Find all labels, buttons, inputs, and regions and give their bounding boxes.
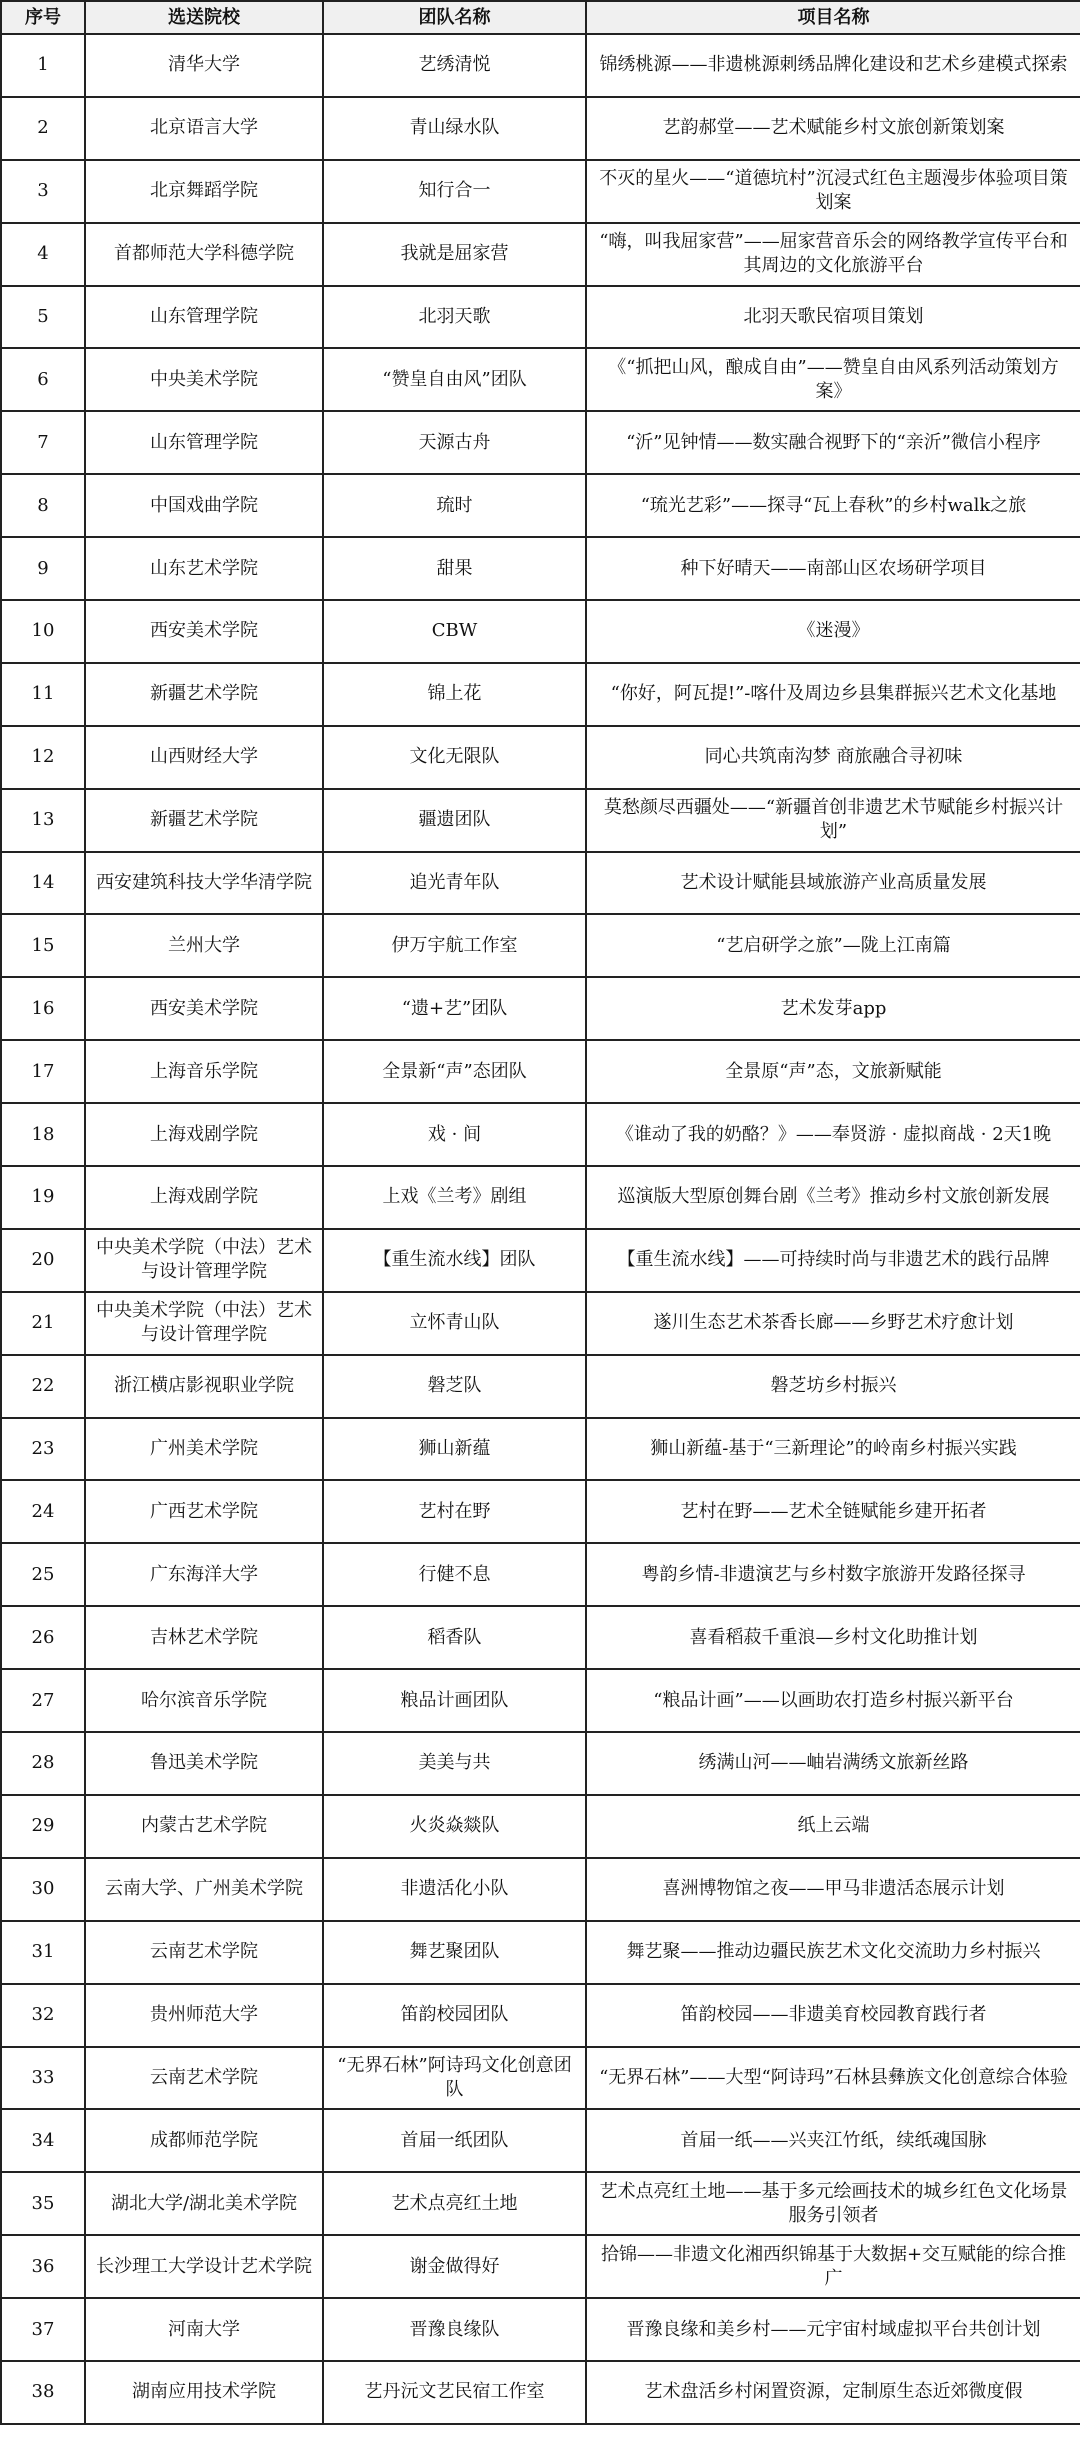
header-row (1, 1, 1080, 34)
table-row (1, 1292, 1080, 1355)
table-row (1, 789, 1080, 852)
table-row (1, 2047, 1080, 2110)
cell-project: 艺术盘活乡村闲置资源，定制原生态近郊微度假 (586, 2361, 1080, 2424)
cell-seq: 18 (1, 1103, 85, 1166)
cell-project: 喜看稻菽千重浪—乡村文化助推计划 (586, 1606, 1080, 1669)
table-row (1, 1480, 1080, 1543)
cell-project: 艺韵郝堂——艺术赋能乡村文旅创新策划案 (586, 97, 1080, 160)
cell-seq: 19 (1, 1166, 85, 1229)
cell-seq: 8 (1, 474, 85, 537)
cell-seq: 12 (1, 726, 85, 789)
table-row (1, 1921, 1080, 1984)
cell-school: 广州美术学院 (85, 1418, 323, 1481)
cell-school: 内蒙古艺术学院 (85, 1795, 323, 1858)
table-row (1, 286, 1080, 349)
cell-seq: 17 (1, 1040, 85, 1103)
header-project: 项目名称 (586, 1, 1080, 34)
cell-team: 狮山新蕴 (323, 1418, 586, 1481)
cell-team: 青山绿水队 (323, 97, 586, 160)
header-team: 团队名称 (323, 1, 586, 34)
cell-seq: 27 (1, 1669, 85, 1732)
cell-project: 北羽天歌民宿项目策划 (586, 286, 1080, 349)
cell-school: 山东管理学院 (85, 411, 323, 474)
cell-seq: 6 (1, 348, 85, 411)
cell-seq: 21 (1, 1292, 85, 1355)
cell-project: 晋豫良缘和美乡村——元宇宙村域虚拟平台共创计划 (586, 2298, 1080, 2361)
cell-school: 云南艺术学院 (85, 1921, 323, 1984)
cell-school: 西安美术学院 (85, 977, 323, 1040)
cell-team: 非遗活化小队 (323, 1858, 586, 1921)
table-row (1, 2235, 1080, 2298)
cell-seq: 28 (1, 1732, 85, 1795)
cell-project: “嗨，叫我屈家营”——屈家营音乐会的网络教学宣传平台和其周边的文化旅游平台 (586, 223, 1080, 286)
cell-seq: 29 (1, 1795, 85, 1858)
table-row (1, 348, 1080, 411)
table-row (1, 537, 1080, 600)
table-row (1, 1355, 1080, 1418)
cell-school: 新疆艺术学院 (85, 789, 323, 852)
cell-project: “琉光艺彩”——探寻“瓦上春秋”的乡村walk之旅 (586, 474, 1080, 537)
cell-seq: 15 (1, 914, 85, 977)
cell-project: 笛韵校园——非遗美育校园教育践行者 (586, 1984, 1080, 2047)
cell-project: 遂川生态艺术茶香长廊——乡野艺术疗愈计划 (586, 1292, 1080, 1355)
cell-project: “艺启研学之旅”—陇上江南篇 (586, 914, 1080, 977)
header-school: 选送院校 (85, 1, 323, 34)
cell-seq: 7 (1, 411, 85, 474)
cell-project: 首届一纸——兴夹江竹纸，续纸魂国脉 (586, 2109, 1080, 2172)
cell-team: 艺丹沅文艺民宿工作室 (323, 2361, 586, 2424)
table-row (1, 1103, 1080, 1166)
cell-school: 北京语言大学 (85, 97, 323, 160)
table-row (1, 726, 1080, 789)
table-row (1, 2109, 1080, 2172)
table-row (1, 852, 1080, 915)
cell-team: 知行合一 (323, 160, 586, 223)
cell-school: 中央美术学院（中法）艺术与设计管理学院 (85, 1292, 323, 1355)
cell-project: 不灭的星火——“道德坑村”沉浸式红色主题漫步体验项目策划案 (586, 160, 1080, 223)
cell-team: 磐芝队 (323, 1355, 586, 1418)
cell-seq: 30 (1, 1858, 85, 1921)
cell-team: 舞艺聚团队 (323, 1921, 586, 1984)
cell-school: 贵州师范大学 (85, 1984, 323, 2047)
cell-school: 云南大学、广州美术学院 (85, 1858, 323, 1921)
cell-project: 磐芝坊乡村振兴 (586, 1355, 1080, 1418)
cell-project: 《迷漫》 (586, 600, 1080, 663)
cell-team: 北羽天歌 (323, 286, 586, 349)
table-row (1, 1606, 1080, 1669)
cell-project: 莫愁颜尽西疆处——“新疆首创非遗艺术节赋能乡村振兴计划” (586, 789, 1080, 852)
table-row (1, 1732, 1080, 1795)
cell-team: 笛韵校园团队 (323, 1984, 586, 2047)
table-row (1, 1858, 1080, 1921)
cell-school: 山东艺术学院 (85, 537, 323, 600)
cell-team: 【重生流水线】团队 (323, 1229, 586, 1292)
cell-school: 鲁迅美术学院 (85, 1732, 323, 1795)
cell-seq: 25 (1, 1543, 85, 1606)
table-row (1, 1669, 1080, 1732)
table-row (1, 914, 1080, 977)
cell-seq: 24 (1, 1480, 85, 1543)
cell-team: “无界石林”阿诗玛文化创意团队 (323, 2047, 586, 2110)
cell-project: 《“抓把山风，酿成自由”——赞皇自由风系列活动策划方案》 (586, 348, 1080, 411)
table-row (1, 2298, 1080, 2361)
cell-seq: 14 (1, 852, 85, 915)
cell-project: 纸上云端 (586, 1795, 1080, 1858)
cell-team: 艺术点亮红土地 (323, 2172, 586, 2235)
table-body (1, 34, 1080, 2424)
table-row (1, 1543, 1080, 1606)
cell-school: 首都师范大学科德学院 (85, 223, 323, 286)
table-header (1, 1, 1080, 34)
cell-school: 西安美术学院 (85, 600, 323, 663)
cell-team: 美美与共 (323, 1732, 586, 1795)
cell-seq: 2 (1, 97, 85, 160)
cell-team: 伊万宇航工作室 (323, 914, 586, 977)
cell-seq: 10 (1, 600, 85, 663)
cell-seq: 36 (1, 2235, 85, 2298)
table-row (1, 2361, 1080, 2424)
cell-project: 全景原“声”态，文旅新赋能 (586, 1040, 1080, 1103)
cell-school: 成都师范学院 (85, 2109, 323, 2172)
cell-school: 湖南应用技术学院 (85, 2361, 323, 2424)
cell-school: 山东管理学院 (85, 286, 323, 349)
cell-seq: 26 (1, 1606, 85, 1669)
cell-project: 【重生流水线】——可持续时尚与非遗艺术的践行品牌 (586, 1229, 1080, 1292)
cell-school: 上海音乐学院 (85, 1040, 323, 1103)
cell-seq: 34 (1, 2109, 85, 2172)
cell-team: “赞皇自由风”团队 (323, 348, 586, 411)
cell-school: 中央美术学院（中法）艺术与设计管理学院 (85, 1229, 323, 1292)
table-row (1, 160, 1080, 223)
cell-school: 广西艺术学院 (85, 1480, 323, 1543)
cell-school: 上海戏剧学院 (85, 1103, 323, 1166)
cell-seq: 5 (1, 286, 85, 349)
table-row (1, 1229, 1080, 1292)
table-row (1, 600, 1080, 663)
cell-seq: 33 (1, 2047, 85, 2110)
cell-school: 广东海洋大学 (85, 1543, 323, 1606)
cell-team: 火炎焱燚队 (323, 1795, 586, 1858)
cell-seq: 23 (1, 1418, 85, 1481)
table-row (1, 1166, 1080, 1229)
cell-project: “无界石林”——大型“阿诗玛”石林县彝族文化创意综合体验 (586, 2047, 1080, 2110)
table-row (1, 1795, 1080, 1858)
cell-seq: 31 (1, 1921, 85, 1984)
table-row (1, 1984, 1080, 2047)
cell-project: 同心共筑南沟梦 商旅融合寻初味 (586, 726, 1080, 789)
cell-seq: 22 (1, 1355, 85, 1418)
cell-school: 中国戏曲学院 (85, 474, 323, 537)
table-row (1, 474, 1080, 537)
cell-team: 文化无限队 (323, 726, 586, 789)
cell-school: 云南艺术学院 (85, 2047, 323, 2110)
cell-seq: 16 (1, 977, 85, 1040)
cell-team: 甜果 (323, 537, 586, 600)
cell-project: 巡演版大型原创舞台剧《兰考》推动乡村文旅创新发展 (586, 1166, 1080, 1229)
cell-team: 戏 · 间 (323, 1103, 586, 1166)
cell-school: 西安建筑科技大学华清学院 (85, 852, 323, 915)
cell-team: 谢金做得好 (323, 2235, 586, 2298)
cell-school: 上海戏剧学院 (85, 1166, 323, 1229)
table-row (1, 2172, 1080, 2235)
cell-project: 狮山新蕴-基于“三新理论”的岭南乡村振兴实践 (586, 1418, 1080, 1481)
cell-school: 河南大学 (85, 2298, 323, 2361)
cell-seq: 35 (1, 2172, 85, 2235)
cell-seq: 3 (1, 160, 85, 223)
cell-school: 浙江横店影视职业学院 (85, 1355, 323, 1418)
cell-project: 艺村在野——艺术全链赋能乡建开拓者 (586, 1480, 1080, 1543)
cell-project: 粤韵乡情-非遗演艺与乡村数字旅游开发路径探寻 (586, 1543, 1080, 1606)
cell-team: 晋豫良缘队 (323, 2298, 586, 2361)
cell-seq: 11 (1, 663, 85, 726)
cell-team: 天源古舟 (323, 411, 586, 474)
cell-seq: 4 (1, 223, 85, 286)
cell-project: 《谁动了我的奶酪？》——奉贤游 · 虚拟商战 · 2天1晚 (586, 1103, 1080, 1166)
cell-project: 艺术发芽app (586, 977, 1080, 1040)
cell-team: 首届一纸团队 (323, 2109, 586, 2172)
cell-seq: 9 (1, 537, 85, 600)
cell-seq: 38 (1, 2361, 85, 2424)
cell-team: 琉时 (323, 474, 586, 537)
cell-team: 追光青年队 (323, 852, 586, 915)
cell-project: 喜洲博物馆之夜——甲马非遗活态展示计划 (586, 1858, 1080, 1921)
cell-school: 哈尔滨音乐学院 (85, 1669, 323, 1732)
cell-team: 锦上花 (323, 663, 586, 726)
cell-project: 拾锦——非遗文化湘西织锦基于大数据+交互赋能的综合推广 (586, 2235, 1080, 2298)
cell-team: 我就是屈家营 (323, 223, 586, 286)
cell-seq: 1 (1, 34, 85, 97)
table-row (1, 1040, 1080, 1103)
cell-project: 艺术设计赋能县域旅游产业高质量发展 (586, 852, 1080, 915)
table-row (1, 223, 1080, 286)
cell-school: 清华大学 (85, 34, 323, 97)
cell-seq: 20 (1, 1229, 85, 1292)
table-row (1, 97, 1080, 160)
cell-project: 绣满山河——岫岩满绣文旅新丝路 (586, 1732, 1080, 1795)
cell-team: 行健不息 (323, 1543, 586, 1606)
cell-project: 锦绣桃源——非遗桃源刺绣品牌化建设和艺术乡建模式探索 (586, 34, 1080, 97)
table-row (1, 411, 1080, 474)
cell-school: 中央美术学院 (85, 348, 323, 411)
cell-school: 北京舞蹈学院 (85, 160, 323, 223)
cell-team: 艺村在野 (323, 1480, 586, 1543)
table-row (1, 1418, 1080, 1481)
cell-school: 兰州大学 (85, 914, 323, 977)
cell-seq: 32 (1, 1984, 85, 2047)
cell-team: CBW (323, 600, 586, 663)
cell-school: 新疆艺术学院 (85, 663, 323, 726)
cell-team: 稻香队 (323, 1606, 586, 1669)
cell-project: 艺术点亮红土地——基于多元绘画技术的城乡红色文化场景服务引领者 (586, 2172, 1080, 2235)
cell-team: 疆遗团队 (323, 789, 586, 852)
cell-seq: 13 (1, 789, 85, 852)
header-seq: 序号 (1, 1, 85, 34)
table-row (1, 977, 1080, 1040)
cell-project: “粮品计画”——以画助农打造乡村振兴新平台 (586, 1669, 1080, 1732)
cell-team: 艺绣清悦 (323, 34, 586, 97)
cell-school: 山西财经大学 (85, 726, 323, 789)
cell-team: 粮品计画团队 (323, 1669, 586, 1732)
cell-team: 立怀青山队 (323, 1292, 586, 1355)
cell-school: 湖北大学/湖北美术学院 (85, 2172, 323, 2235)
cell-project: “沂”见钟情——数实融合视野下的“亲沂”微信小程序 (586, 411, 1080, 474)
cell-project: 种下好晴天——南部山区农场研学项目 (586, 537, 1080, 600)
cell-team: “遗+艺”团队 (323, 977, 586, 1040)
cell-team: 全景新“声”态团队 (323, 1040, 586, 1103)
cell-school: 长沙理工大学设计艺术学院 (85, 2235, 323, 2298)
cell-team: 上戏《兰考》剧组 (323, 1166, 586, 1229)
cell-project: “你好，阿瓦提!”-喀什及周边乡县集群振兴艺术文化基地 (586, 663, 1080, 726)
cell-seq: 37 (1, 2298, 85, 2361)
table-row (1, 34, 1080, 97)
cell-project: 舞艺聚——推动边疆民族艺术文化交流助力乡村振兴 (586, 1921, 1080, 1984)
cell-school: 吉林艺术学院 (85, 1606, 323, 1669)
table-row (1, 663, 1080, 726)
